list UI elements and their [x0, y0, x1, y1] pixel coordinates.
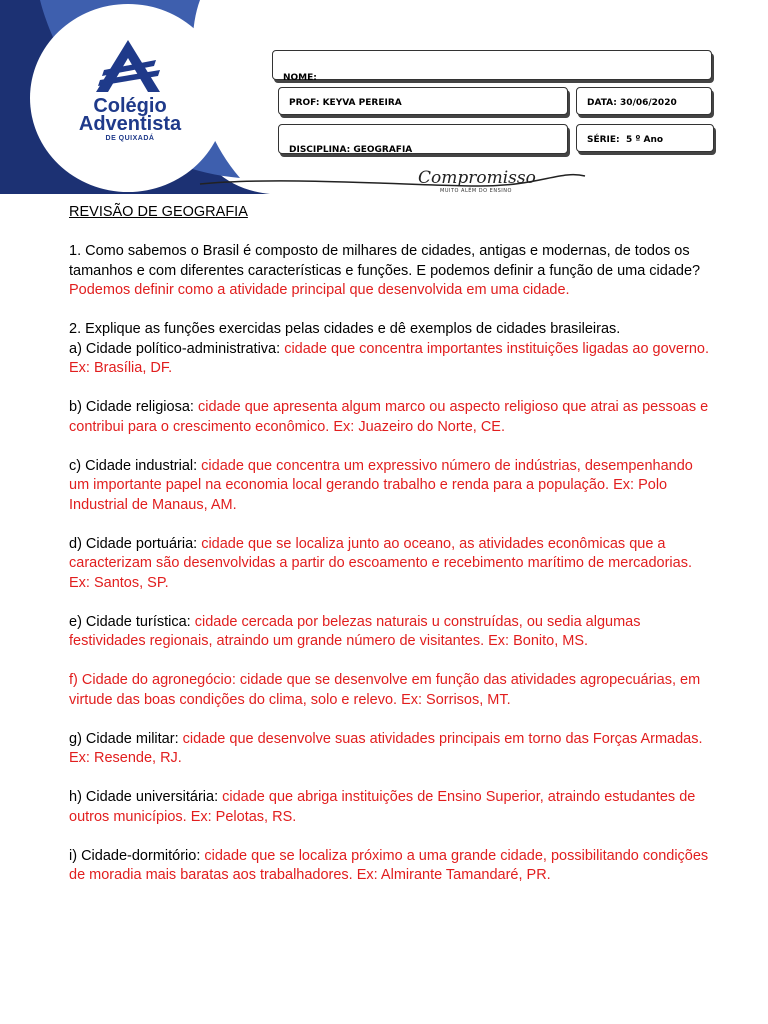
item-g-label: g) Cidade militar:: [69, 730, 183, 747]
question-1: [69, 242, 709, 301]
question-1-text: 1. Como sabemos o Brasil é composto de milhares de cidades, antigas e modernas, de todos os tamanhos e com diferentes características e funções. E podemos definir a função de uma cidade?: [69, 243, 701, 279]
teacher-field: [278, 87, 568, 115]
question-2: [69, 320, 709, 379]
item-b-label: b) Cidade religiosa:: [69, 399, 198, 415]
item-i-label: i) Cidade-dormitório:: [69, 847, 205, 864]
subject-field: [278, 124, 568, 154]
item-a-label: a) Cidade político-administrativa:: [69, 340, 285, 357]
logo-line3: DE QUIXADÁ: [105, 135, 155, 142]
item-e: [69, 613, 709, 652]
item-e-label: e) Cidade turística:: [69, 613, 195, 630]
item-g-answer: cidade que desenvolve suas atividades principais em torno das Forças Armadas. Ex: Resende, RJ.: [69, 730, 703, 766]
item-h-label: h) Cidade universitária:: [69, 789, 223, 805]
document-body: [69, 203, 709, 905]
tagline-sub: MUITO ALÉM DO ENSINO: [440, 188, 512, 194]
item-d: [69, 535, 709, 594]
item-d-label: d) Cidade portuária:: [69, 535, 202, 552]
date-label: DATA: 30/06/2020: [587, 98, 677, 108]
item-b: [69, 398, 709, 437]
item-b-answer: cidade que apresenta algum marco ou aspecto religioso que atrai as pessoas e contribui para o crescimento econômico. Ex: Juazeiro do Norte, CE.: [69, 399, 709, 435]
tagline: Compromisso: [418, 168, 536, 188]
item-c: [69, 457, 709, 516]
name-field[interactable]: [272, 50, 712, 83]
item-d-answer: cidade que se localiza junto ao oceano, as atividades econômicas que a caracterizam são desenvolvidas a partir do escoamento e recebimento marítimo de mercadorias. Ex: Santos, SP.: [69, 535, 692, 591]
item-a-answer: cidade que concentra importantes instituições ligadas ao governo. Ex: Brasília, DF.: [69, 340, 709, 376]
subject-label: DISCIPLINA: GEOGRAFIA: [289, 145, 413, 155]
grade-label-text: SÉRIE:: [587, 135, 620, 145]
item-h-answer: cidade que abriga instituições de Ensino Superior, atraindo estudantes de outros municípios. Ex: Pelotas, RS.: [69, 789, 696, 825]
date-field: [576, 87, 712, 115]
grade-field: [576, 124, 714, 152]
question-2-text: 2. Explique as funções exercidas pelas cidades e dê exemplos de cidades brasileiras.: [69, 321, 621, 337]
teacher-label: PROF: KEYVA PEREIRA: [289, 98, 402, 108]
item-e-answer: cidade cercada por belezas naturais u construídas, ou sedia algumas festividades regionais, atraindo um grande número de visitantes. Ex: Bonito, MS.: [69, 613, 641, 649]
item-c-answer: cidade que concentra um expressivo número de indústrias, desempenhando um importante papel na economia local gerando trabalho e renda para a população. Ex: Polo Industrial de Manaus, AM.: [69, 457, 693, 513]
document-title: REVISÃO DE GEOGRAFIA: [69, 204, 248, 220]
item-h: [69, 788, 709, 827]
grade-label: [587, 135, 663, 145]
item-g: [69, 730, 709, 769]
question-1-answer: Podemos definir como a atividade principal que desenvolvida em uma cidade.: [69, 282, 570, 298]
logo-line2: Adventista: [78, 113, 182, 135]
item-f: [69, 671, 709, 710]
name-label: NOME:: [283, 73, 317, 83]
item-c-label: c) Cidade industrial:: [69, 457, 202, 474]
item-i-answer: cidade que se localiza próximo a uma grande cidade, possibilitando condições de moradia mais baratas aos trabalhadores. Ex: Almirante Tamandaré, PR.: [69, 847, 709, 883]
grade-value: 5 º Ano: [625, 135, 664, 145]
item-f-answer: f) Cidade do agronegócio: cidade que se desenvolve em função das atividades agropecuárias, em virtude das boas condições do clima, solo e relevo. Ex: Sorrisos, MT.: [69, 672, 701, 708]
logo-line1: Colégio: [93, 95, 167, 117]
item-i: [69, 847, 709, 886]
